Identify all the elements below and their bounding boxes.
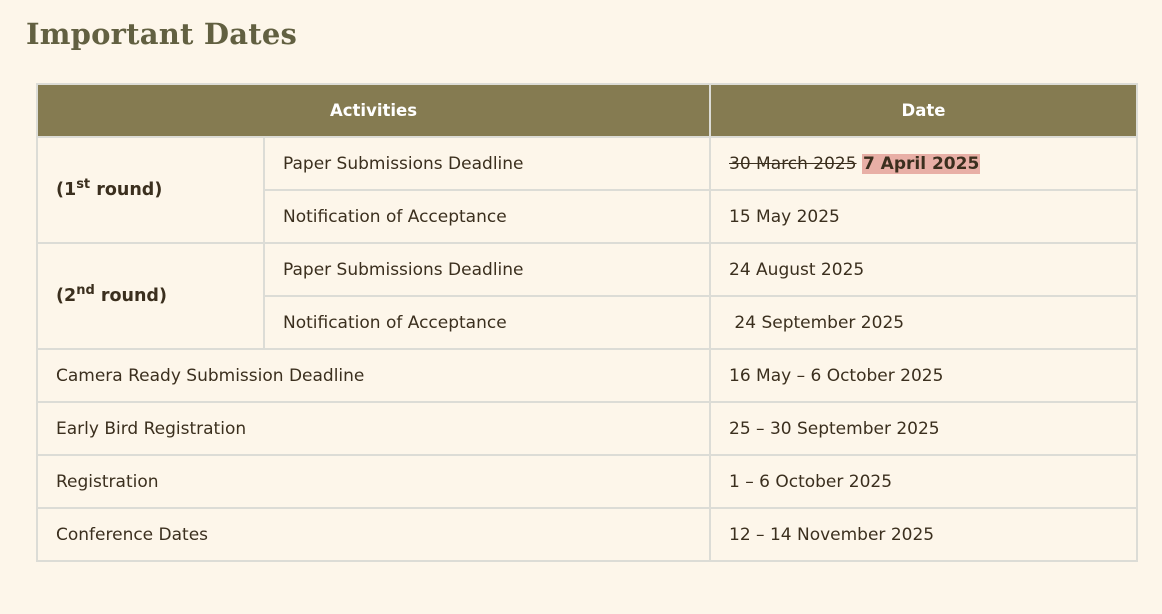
activity-cell: Early Bird Registration: [37, 402, 710, 455]
activity-cell: Conference Dates: [37, 508, 710, 561]
round-1-ordinal: st: [76, 177, 91, 192]
activity-cell: Paper Submissions Deadline: [264, 243, 710, 296]
round-2-prefix: (2: [56, 286, 77, 306]
table-row: [37, 402, 1137, 455]
round-2-ordinal: nd: [76, 283, 95, 298]
new-date-highlight: 7 April 2025: [862, 153, 980, 174]
date-cell: 24 September 2025: [710, 296, 1137, 349]
activity-cell: Notification of Acceptance: [264, 190, 710, 243]
round-2-label: [37, 243, 264, 349]
date-cell: 25 – 30 September 2025: [710, 402, 1137, 455]
table-row: [37, 349, 1137, 402]
round-1-prefix: (1: [56, 180, 77, 200]
page-title: Important Dates: [26, 17, 298, 51]
table-row: [37, 243, 1137, 296]
important-dates-table: [36, 83, 1138, 562]
activity-cell: Notification of Acceptance: [264, 296, 710, 349]
date-cell: 12 – 14 November 2025: [710, 508, 1137, 561]
header-date: Date: [710, 84, 1137, 137]
activity-cell: Registration: [37, 455, 710, 508]
round-1-label: [37, 137, 264, 243]
date-cell: 16 May – 6 October 2025: [710, 349, 1137, 402]
date-cell: 15 May 2025: [710, 190, 1137, 243]
date-cell: 24 August 2025: [710, 243, 1137, 296]
header-activities: Activities: [37, 84, 710, 137]
activity-cell: Paper Submissions Deadline: [264, 137, 710, 190]
round-1-suffix: round): [90, 180, 163, 200]
activity-cell: Camera Ready Submission Deadline: [37, 349, 710, 402]
old-date-struck: 30 March 2025: [729, 153, 857, 174]
table-row: [37, 455, 1137, 508]
table-row: [37, 137, 1137, 190]
date-cell: [710, 137, 1137, 190]
date-cell: 1 – 6 October 2025: [710, 455, 1137, 508]
round-2-suffix: round): [94, 286, 167, 306]
table-row: [37, 508, 1137, 561]
table-header-row: [37, 84, 1137, 137]
